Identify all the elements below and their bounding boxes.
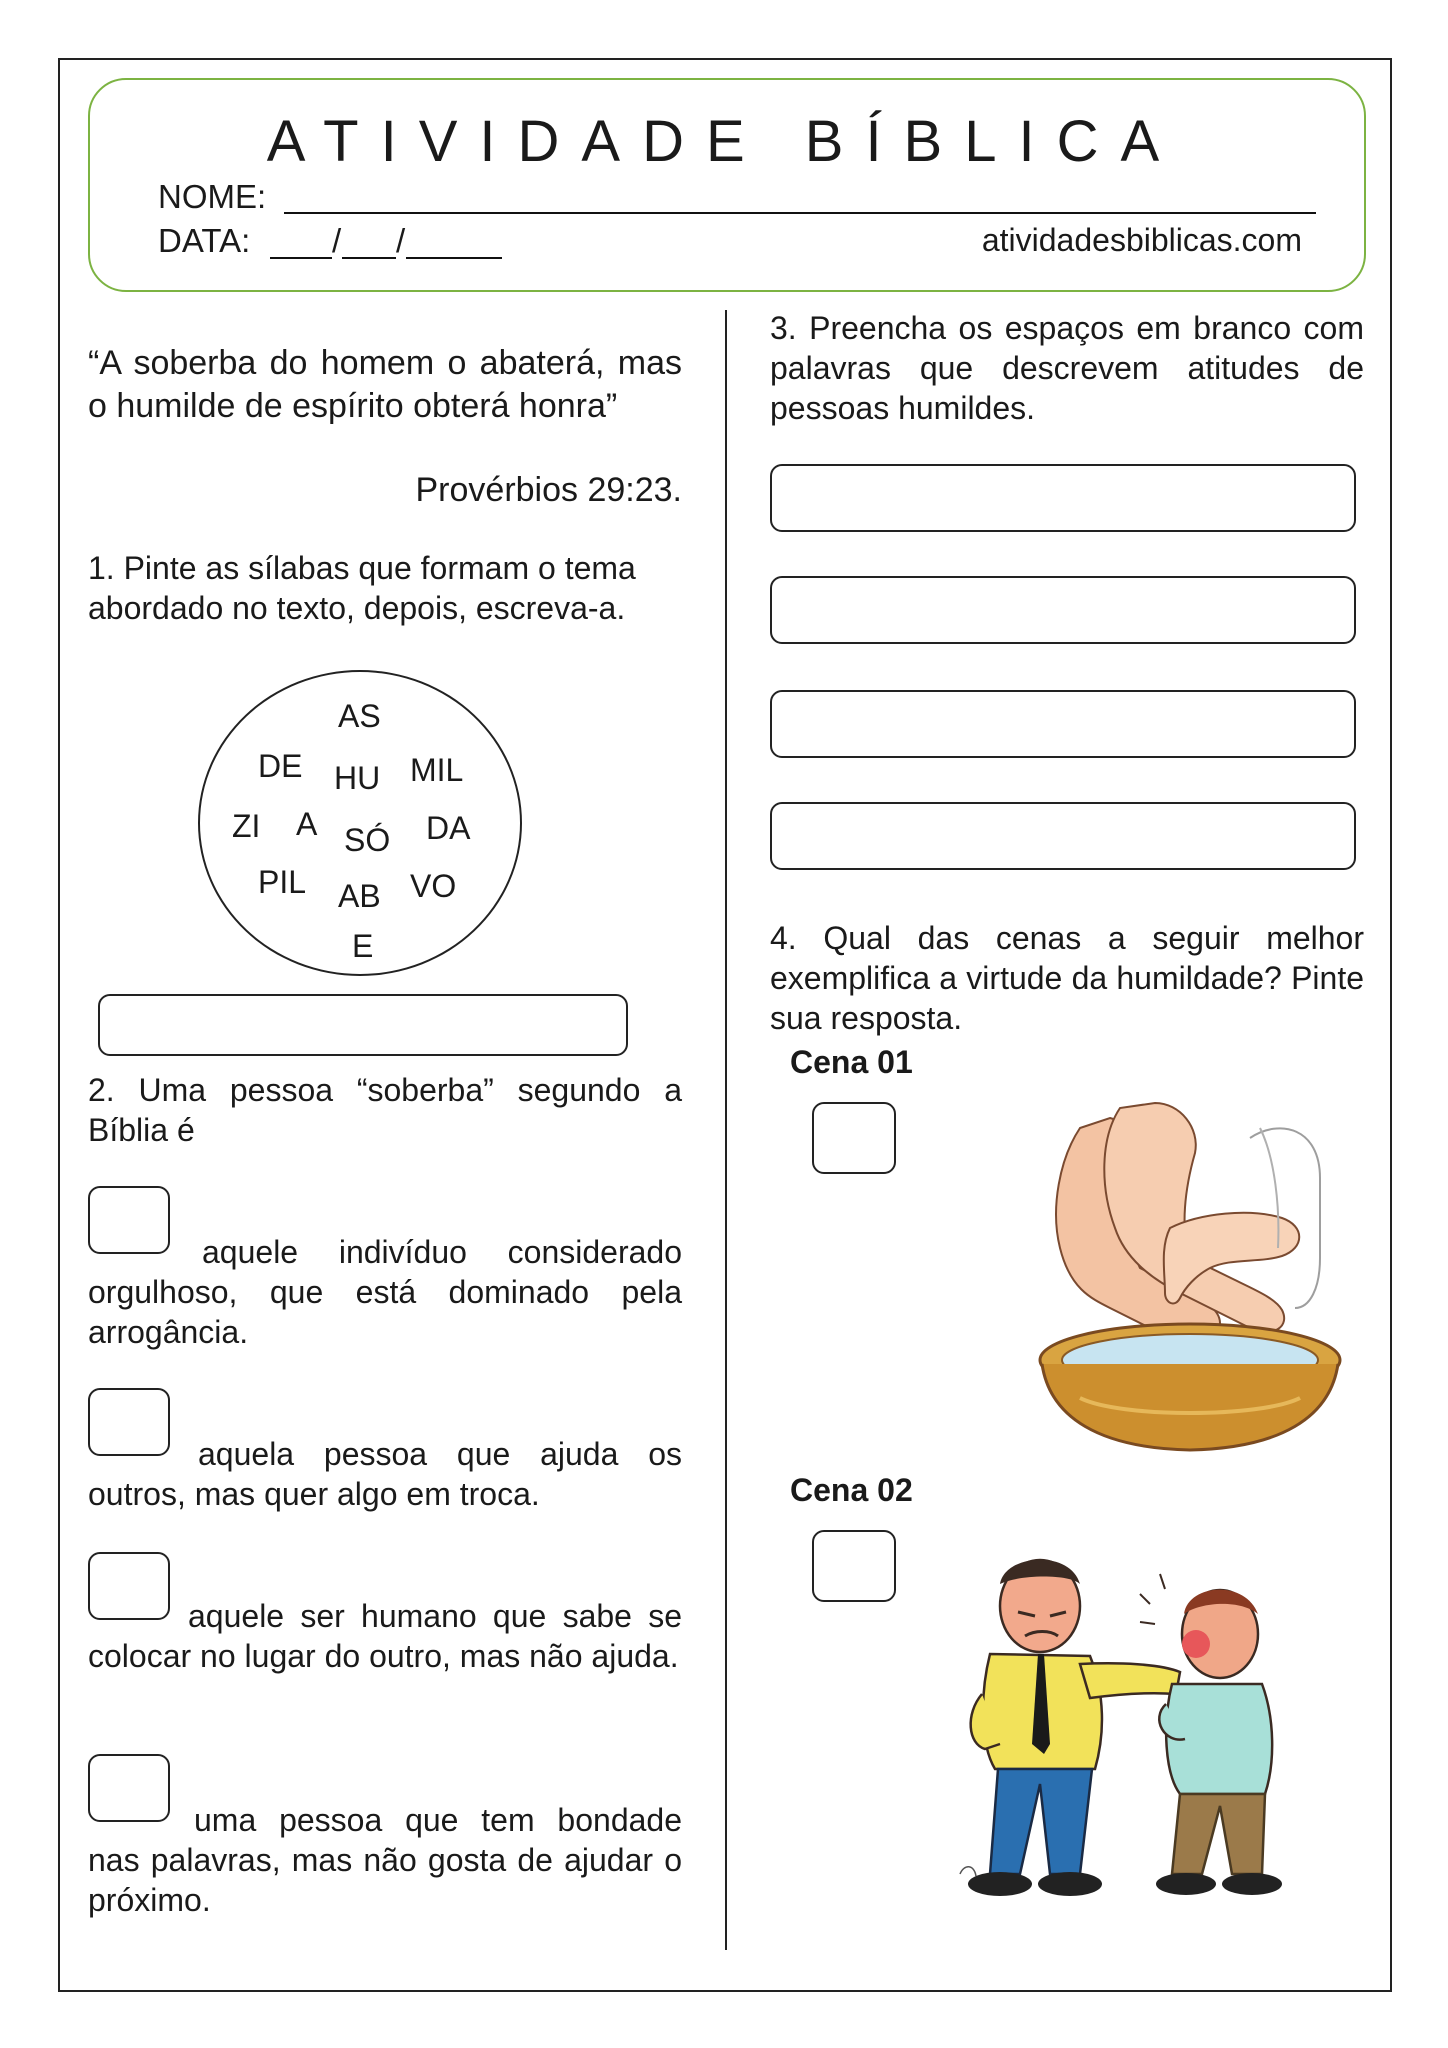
question-2: 2. Uma pessoa “soberba” segundo a Bíblia é [88,1072,682,1148]
date-separator: / [396,222,406,259]
answer-box-q1[interactable] [98,994,628,1056]
question-4: 4. Qual das cenas a seguir melhor exemplifica a virtude da humildade? Pinte sua resposta. [770,920,1364,1036]
syllable[interactable]: A [296,806,318,842]
syllable[interactable]: MIL [410,752,464,788]
question-3: 3. Preencha os espaços em branco com palavras que descrevem atitudes de pessoas humildes. [770,310,1364,426]
syllable[interactable]: DE [258,748,303,784]
name-label: NOME: [158,178,267,215]
answer-box-q3[interactable] [770,464,1356,532]
scene-1-label: Cena 01 [790,1044,913,1080]
scene-2-checkbox[interactable] [812,1530,896,1602]
syllable[interactable]: AB [338,878,381,914]
verse-reference: Provérbios 29:23. [415,471,682,509]
column-divider [725,310,727,1950]
scene-1-checkbox[interactable] [812,1102,896,1174]
date-label: DATA: [158,222,251,259]
syllable[interactable]: VO [410,868,457,904]
answer-box-q3[interactable] [770,802,1356,870]
syllable[interactable]: E [352,928,374,964]
site-url: atividadesbiblicas.com [981,222,1302,258]
page-title: ATIVIDADE BÍBLICA [266,109,1182,174]
date-separator: / [332,222,342,259]
syllable[interactable]: SÓ [344,822,391,858]
scene-2-label: Cena 02 [790,1472,913,1508]
option-text: aquele ser humano que sabe se colocar no lugar do outro, mas não ajuda. [88,1598,682,1674]
verse-text: “A soberba do homem o abaterá, mas o humilde de espírito obterá honra” [88,344,682,425]
option-text: uma pessoa que tem bondade nas palavras, mas não gosta de ajudar o próximo. [88,1802,682,1918]
question-1: 1. Pinte as sílabas que formam o tema abordado no texto, depois, escreva-a. [88,550,636,626]
syllable[interactable]: ZI [232,808,261,844]
date-month-line[interactable] [342,257,396,259]
syllable[interactable]: HU [334,760,381,796]
option-text: aquela pessoa que ajuda os outros, mas quer algo em troca. [88,1436,682,1512]
option-text: aquele indivíduo considerado orgulhoso, que está dominado pela arrogância. [88,1234,682,1350]
name-input-line[interactable] [284,212,1316,214]
date-day-line[interactable] [270,257,332,259]
syllable[interactable]: AS [338,698,381,734]
pushing-men-illustration [940,1544,1320,1914]
syllable[interactable]: DA [426,810,471,846]
answer-box-q3[interactable] [770,576,1356,644]
foot-washing-illustration [1020,1098,1350,1460]
answer-box-q3[interactable] [770,690,1356,758]
syllable[interactable]: PIL [258,864,307,900]
date-year-line[interactable] [406,257,502,259]
